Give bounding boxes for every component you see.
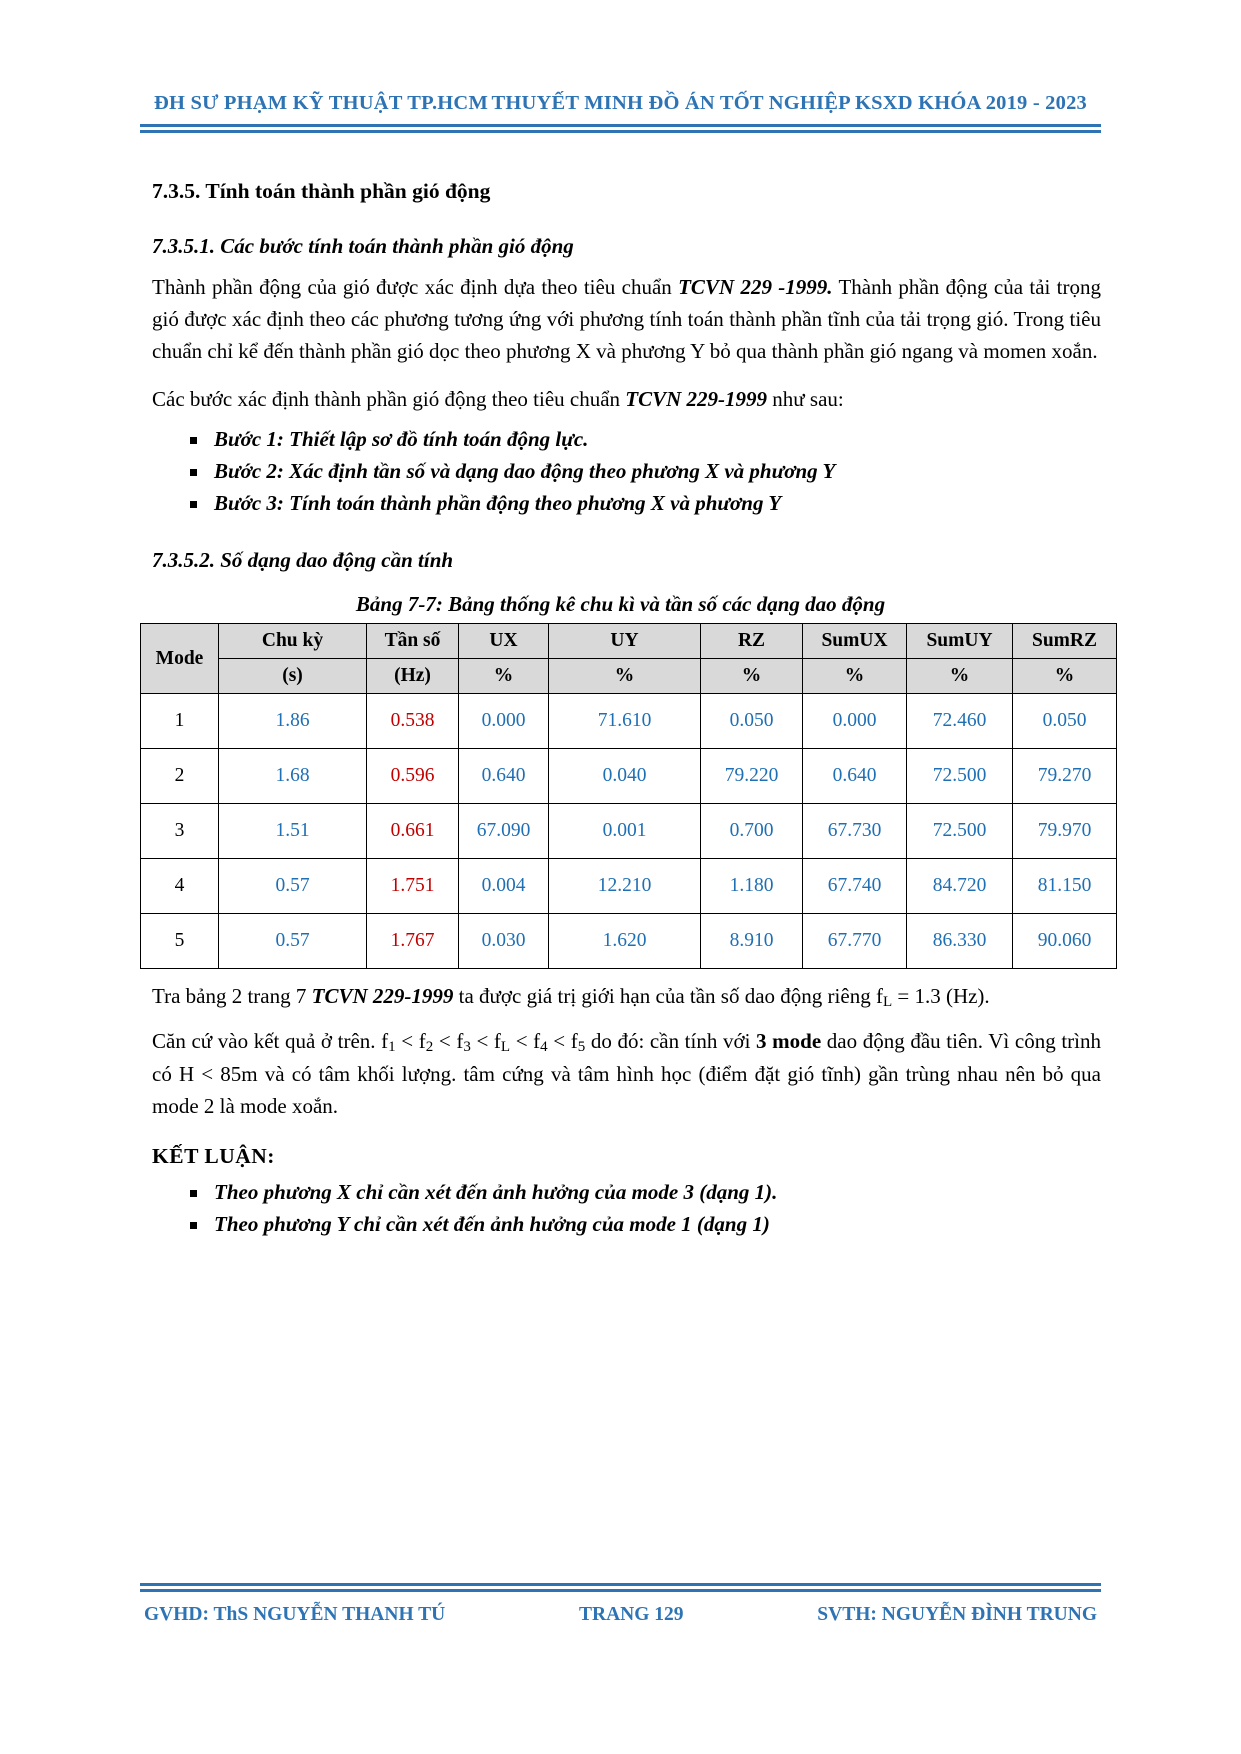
column-header-sumux: SumUX [803, 624, 907, 659]
standard-ref-tcvn-229-1999-c: TCVN 229-1999 [311, 984, 454, 1009]
table-caption: Bảng 7-7: Bảng thống kê chu kì và tần số các dạng dao động [355, 592, 886, 617]
cell-rz: 1.180 [701, 859, 803, 914]
standard-ref-tcvn-229-1999-b: TCVN 229-1999 [625, 387, 768, 412]
page-content [140, 133, 1101, 1241]
steps-list [140, 424, 1101, 520]
header-text-row [140, 92, 1101, 115]
cell-ux: 0.004 [459, 859, 549, 914]
paragraph-limit-frequency [152, 981, 1101, 1014]
cell-mode: 3 [141, 804, 219, 859]
table-row [141, 749, 1117, 804]
para4-part-a: Căn cứ vào kết quả ở trên. f [152, 1028, 389, 1053]
paragraph-wind-dynamic-intro [152, 272, 1101, 368]
cell-mode: 2 [141, 749, 219, 804]
cell-mode: 5 [141, 914, 219, 969]
cell-uy: 0.040 [549, 749, 701, 804]
header-divider [140, 124, 1101, 133]
unit-ux: % [459, 659, 549, 694]
list-item: Theo phương X chỉ cần xét đến ảnh hưởng của mode 3 (dạng 1). [188, 1177, 1101, 1209]
cell-uy: 0.001 [549, 804, 701, 859]
para4-part-e: < f [510, 1028, 541, 1053]
column-header-rz: RZ [701, 624, 803, 659]
paragraph-steps-intro [152, 384, 1101, 416]
cell-chuky: 1.51 [219, 804, 367, 859]
unit-uy: % [549, 659, 701, 694]
list-item: Bước 1: Thiết lập sơ đồ tính toán động lực. [188, 424, 1101, 456]
cell-rz: 0.050 [701, 694, 803, 749]
cell-sumrz: 81.150 [1013, 859, 1117, 914]
cell-sumrz: 79.970 [1013, 804, 1117, 859]
para2-part-a: Các bước xác định thành phần gió động theo tiêu chuẩn [152, 387, 626, 412]
para3-part-c: = 1.3 (Hz). [892, 984, 990, 1009]
footer-student: SVTH: NGUYỄN ĐÌNH TRUNG [817, 1604, 1097, 1625]
table-row [141, 914, 1117, 969]
cell-chuky: 0.57 [219, 859, 367, 914]
table-row [141, 859, 1117, 914]
subscript-fl: L [882, 994, 893, 1011]
para4-part-g: do đó: cần tính với [585, 1028, 757, 1053]
footer-page-number: TRANG 129 [578, 1604, 684, 1625]
para4-part-b: < f [395, 1028, 426, 1053]
footer-advisor: GVHD: ThS NGUYỄN THANH TÚ [144, 1604, 446, 1625]
cell-chuky: 1.86 [219, 694, 367, 749]
table-units-row [141, 659, 1117, 694]
cell-ux: 67.090 [459, 804, 549, 859]
cell-sumux: 67.770 [803, 914, 907, 969]
cell-sumux: 0.640 [803, 749, 907, 804]
column-header-mode: Mode [141, 624, 219, 694]
list-item: Theo phương Y chỉ cần xét đến ảnh hưởng của mode 1 (dạng 1) [188, 1209, 1101, 1241]
para1-part-a: Thành phần động của gió được xác định dựa theo tiêu chuẩn [152, 275, 679, 300]
cell-mode: 1 [141, 694, 219, 749]
cell-sumrz: 90.060 [1013, 914, 1117, 969]
column-header-chuky: Chu kỳ [219, 624, 367, 659]
header-left-text: ĐH SƯ PHẠM KỸ THUẬT TP.HCM [154, 92, 488, 114]
cell-uy: 71.610 [549, 694, 701, 749]
column-header-tanso: Tần số [367, 624, 459, 659]
para2-part-b: như sau: [767, 387, 844, 412]
column-header-ux: UX [459, 624, 549, 659]
subscript-fl2: L [500, 1038, 511, 1055]
cell-ux: 0.030 [459, 914, 549, 969]
cell-sumrz: 0.050 [1013, 694, 1117, 749]
list-item: Bước 2: Xác định tần số và dạng dao động theo phương X và phương Y [188, 456, 1101, 488]
highlight-3-mode: 3 mode [756, 1028, 822, 1053]
cell-rz: 8.910 [701, 914, 803, 969]
cell-chuky: 0.57 [219, 914, 367, 969]
para4-part-d: < f [470, 1028, 501, 1053]
cell-mode: 4 [141, 859, 219, 914]
para4-inequality [152, 1029, 585, 1053]
cell-sumuy: 86.330 [907, 914, 1013, 969]
conclusion-heading: KẾT LUẬN: [152, 1144, 275, 1169]
subscript-f1: 1 [388, 1038, 396, 1055]
unit-sumux: % [803, 659, 907, 694]
column-header-uy: UY [549, 624, 701, 659]
header-right-text: THUYẾT MINH ĐỒ ÁN TỐT NGHIỆP KSXD KHÓA 2019 - 2023 [491, 92, 1087, 114]
column-header-sumrz: SumRZ [1013, 624, 1117, 659]
cell-tanso: 1.751 [367, 859, 459, 914]
standard-ref-tcvn-229-1999-a: TCVN 229 -1999. [678, 275, 833, 300]
para4-part-c: < f [433, 1028, 464, 1053]
cell-sumuy: 72.500 [907, 749, 1013, 804]
table-row [141, 804, 1117, 859]
unit-chuky: (s) [219, 659, 367, 694]
subscript-f3: 3 [463, 1038, 471, 1055]
cell-sumuy: 72.500 [907, 804, 1013, 859]
table-head [141, 624, 1117, 694]
unit-sumuy: % [907, 659, 1013, 694]
cell-sumrz: 79.270 [1013, 749, 1117, 804]
cell-sumuy: 72.460 [907, 694, 1013, 749]
section-heading-7-3-5-1: 7.3.5.1. Các bước tính toán thành phần gió động [152, 234, 574, 259]
table-row [141, 694, 1117, 749]
unit-rz: % [701, 659, 803, 694]
cell-rz: 79.220 [701, 749, 803, 804]
cell-sumux: 67.740 [803, 859, 907, 914]
para4-part-h: dao động đầu tiên. Vì công trình có H < 85m và có tâm khối lượng. tâm cứng và tâm hình học (điểm đặt gió tĩnh) gần trùng nhau nên bỏ qua mode 2 là mode xoắn. [152, 1028, 1101, 1118]
cell-rz: 0.700 [701, 804, 803, 859]
unit-tanso: (Hz) [367, 659, 459, 694]
cell-tanso: 1.767 [367, 914, 459, 969]
cell-uy: 12.210 [549, 859, 701, 914]
cell-sumux: 0.000 [803, 694, 907, 749]
table-body [141, 694, 1117, 969]
page-footer [140, 1583, 1101, 1626]
cell-sumux: 67.730 [803, 804, 907, 859]
subscript-f5: 5 [577, 1038, 586, 1055]
cell-tanso: 0.596 [367, 749, 459, 804]
conclusion-list [140, 1177, 1101, 1241]
modes-table [140, 623, 1117, 969]
para3-part-a: Tra bảng 2 trang 7 [152, 984, 312, 1009]
para4-part-f: < f [547, 1028, 578, 1053]
table-header-row [141, 624, 1117, 659]
cell-tanso: 0.538 [367, 694, 459, 749]
column-header-sumuy: SumUY [907, 624, 1013, 659]
subscript-f2: 2 [425, 1038, 434, 1055]
section-heading-7-3-5: 7.3.5. Tính toán thành phần gió động [152, 179, 491, 203]
cell-chuky: 1.68 [219, 749, 367, 804]
subscript-f4: 4 [540, 1038, 548, 1055]
cell-tanso: 0.661 [367, 804, 459, 859]
cell-ux: 0.000 [459, 694, 549, 749]
cell-sumuy: 84.720 [907, 859, 1013, 914]
para3-part-b: ta được giá trị giới hạn của tần số dao động riêng f [453, 984, 883, 1009]
unit-sumrz: % [1013, 659, 1117, 694]
page-header [140, 0, 1101, 133]
list-item: Bước 3: Tính toán thành phần động theo phương X và phương Y [188, 488, 1101, 520]
footer-divider [140, 1583, 1101, 1592]
paragraph-conclusion-basis [152, 1026, 1101, 1123]
section-heading-7-3-5-2: 7.3.5.2. Số dạng dao động cần tính [152, 547, 454, 572]
cell-uy: 1.620 [549, 914, 701, 969]
para1-part-b: Thành phần động của tải trọng gió được xác định theo các phương tương ứng với phương tính toán thành phần tĩnh của tải trọng gió. Trong tiêu chuẩn chỉ kể đến thành phần gió dọc theo phương X và phương Y bỏ qua thành phần gió ngang và momen xoắn. [152, 275, 1102, 364]
cell-ux: 0.640 [459, 749, 549, 804]
footer-text-row [140, 1604, 1101, 1626]
